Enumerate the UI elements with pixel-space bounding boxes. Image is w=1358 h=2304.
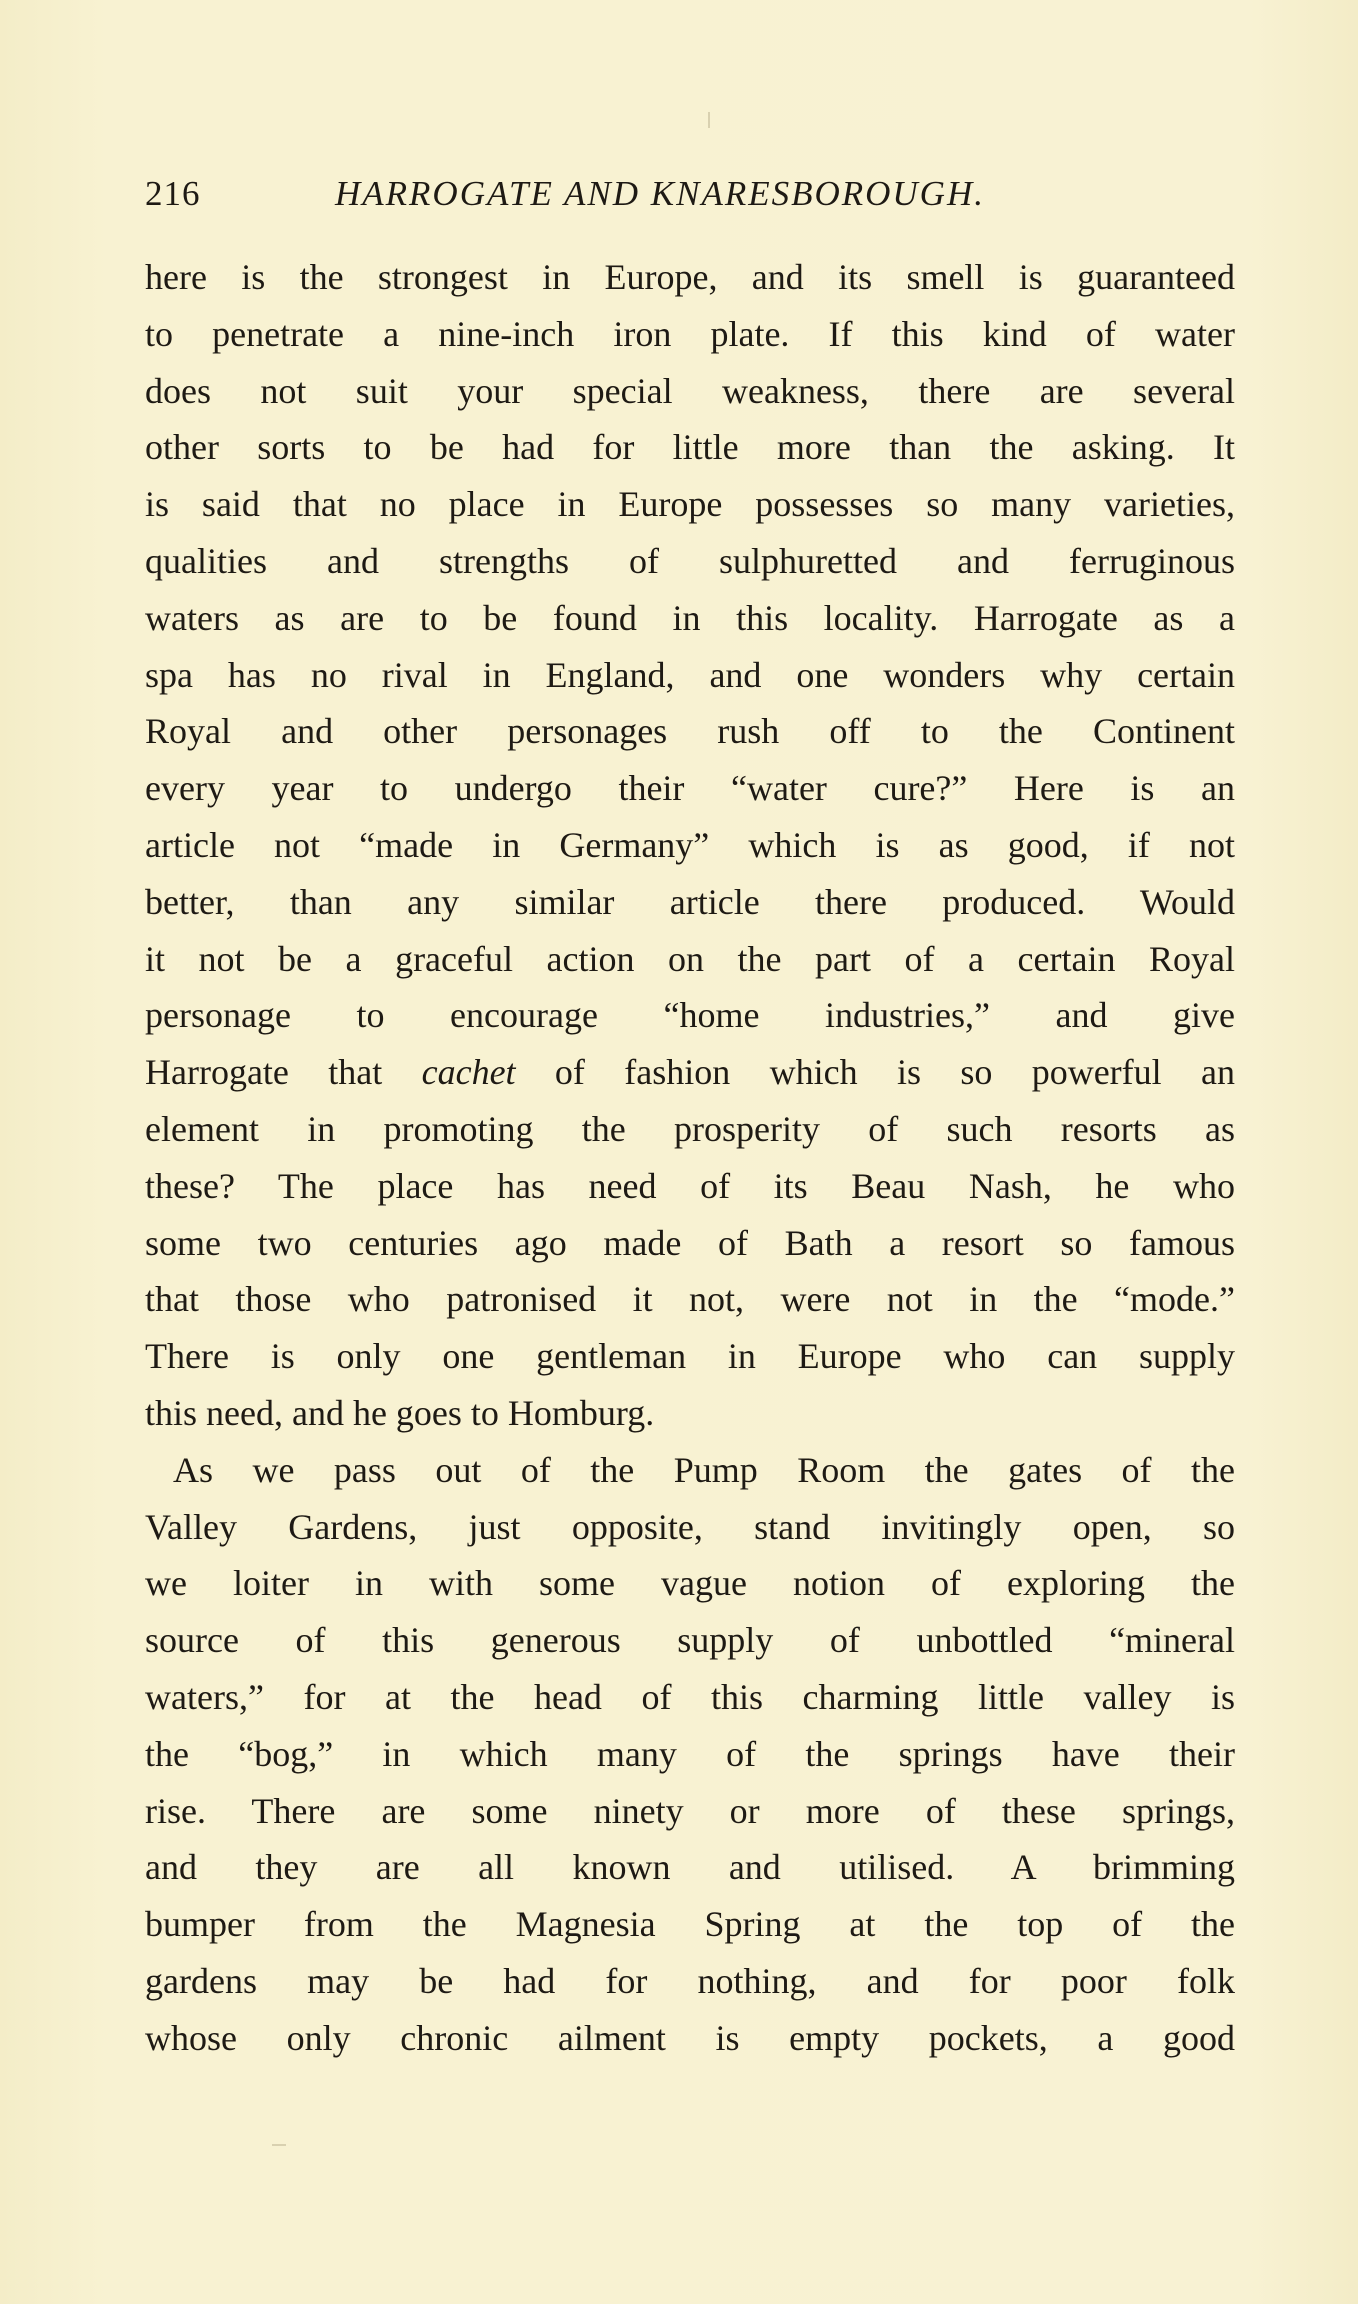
paper-speck [708, 112, 710, 128]
text-line: whose only chronic ailment is empty pockets, a good [145, 2017, 1235, 2058]
text-line: Valley Gardens, just opposite, stand invitingly open, so [145, 1506, 1235, 1547]
text-line: As we pass out of the Pump Room the gates of the [173, 1449, 1235, 1490]
text-line: rise. There are some ninety or more of these springs, [145, 1790, 1235, 1831]
text-line: every year to undergo their “water cure?” Here is an [145, 768, 1235, 809]
text-line: Harrogate that cachet of fashion which is so powerful an [145, 1052, 1235, 1093]
text-line: that those who patronised it not, were not in the “mode.” [145, 1279, 1235, 1320]
text-line: waters,” for at the head of this charming little valley is [145, 1676, 1235, 1717]
text-line: here is the strongest in Europe, and its smell is guaranteed [145, 257, 1235, 297]
text-line: to penetrate a nine-inch iron plate. If this kind of water [145, 313, 1235, 354]
text-line: personage to encourage “home industries,” and give [145, 995, 1235, 1036]
paper-speck [272, 2144, 286, 2146]
text-line: source of this generous supply of unbottled “mineral [145, 1620, 1235, 1661]
running-head [145, 174, 1245, 224]
running-title: HARROGATE AND KNARESBOROUGH. [335, 174, 985, 213]
text-line: waters as are to be found in this locality. Harrogate as a [145, 597, 1235, 638]
text-line: is said that no place in Europe possesses so many varieties, [145, 484, 1235, 525]
text-line: article not “made in Germany” which is as good, if not [145, 824, 1235, 865]
text-line: gardens may be had for nothing, and for poor folk [145, 1960, 1235, 2001]
text-line: we loiter in with some vague notion of exploring the [145, 1563, 1235, 1604]
text-line: Royal and other personages rush off to the Continent [145, 711, 1235, 752]
text-line: element in promoting the prosperity of such resorts as [145, 1108, 1235, 1149]
page-number: 216 [145, 174, 201, 213]
text-line: some two centuries ago made of Bath a resort so famous [145, 1222, 1235, 1263]
text-line: bumper from the Magnesia Spring at the top of the [145, 1904, 1235, 1945]
text-line: these? The place has need of its Beau Nash, he who [145, 1165, 1235, 1206]
text-line: this need, and he goes to Homburg. [145, 1392, 655, 1433]
text-line: qualities and strengths of sulphuretted and ferruginous [145, 540, 1235, 581]
text-line: spa has no rival in England, and one wonders why certain [145, 654, 1235, 695]
text-line: it not be a graceful action on the part of a certain Royal [145, 938, 1235, 979]
text-line: does not suit your special weakness, there are several [145, 370, 1235, 411]
text-line: other sorts to be had for little more than the asking. It [145, 427, 1235, 468]
text-line: There is only one gentleman in Europe who can supply [145, 1336, 1235, 1377]
body-text [145, 249, 1235, 2067]
text-line: better, than any similar article there produced. Would [145, 881, 1235, 922]
text-line: the “bog,” in which many of the springs have their [145, 1733, 1235, 1774]
text-line: and they are all known and utilised. A brimming [145, 1847, 1235, 1888]
